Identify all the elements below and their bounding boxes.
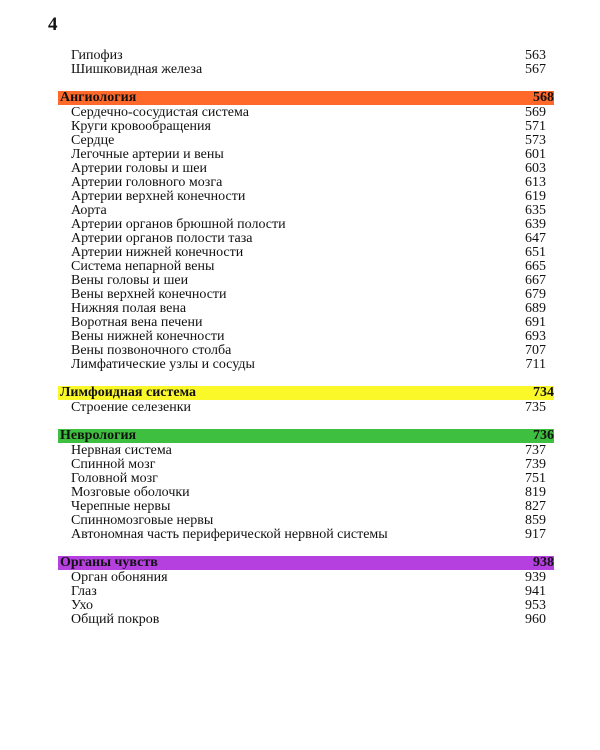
section-heading-label: Органы чувств: [60, 555, 158, 570]
toc-section-neurology: [58, 429, 554, 542]
section-heading-sense-organs: [58, 556, 554, 570]
toc-entry: [58, 232, 554, 246]
toc-entry: [58, 571, 554, 585]
section-heading-lymphoid: [58, 386, 554, 400]
toc-entry-label: Спинномозговые нервы: [71, 513, 214, 528]
toc-entry: [58, 190, 554, 204]
toc-entry-page: 571: [525, 119, 546, 134]
page-number: 4: [48, 14, 58, 35]
section-heading-label: Лимфоидная система: [60, 385, 197, 400]
toc-entry-label: Вены позвоночного столба: [71, 343, 232, 358]
toc-entry: [58, 500, 554, 514]
toc-entry-label: Головной мозг: [71, 471, 158, 486]
toc-entry-page: 960: [525, 612, 546, 627]
toc-entry-page: 665: [525, 259, 546, 274]
toc-entry-label: Общий покров: [71, 612, 160, 627]
toc-entry-page: 635: [525, 203, 546, 218]
toc-entry: [58, 344, 554, 358]
toc-entry-label: Аорта: [71, 203, 107, 218]
toc-entry-page: 639: [525, 217, 546, 232]
toc-entry: [58, 458, 554, 472]
toc-entry-page: 953: [525, 598, 546, 613]
toc-entry: [58, 106, 554, 120]
section-heading-label: Ангиология: [60, 90, 137, 105]
toc-entry-label: Шишковидная железа: [71, 62, 203, 77]
toc-entry-label: Артерии органов полости таза: [71, 231, 253, 246]
toc-entry-page: 693: [525, 329, 546, 344]
toc-entry-label: Черепные нервы: [71, 499, 171, 514]
toc-entry-page: 691: [525, 315, 546, 330]
toc-entry: [58, 162, 554, 176]
toc-entry-page: 569: [525, 105, 546, 120]
toc-entry-page: 647: [525, 231, 546, 246]
toc-entry-page: 941: [525, 584, 546, 599]
toc-entry-label: Орган обоняния: [71, 570, 168, 585]
toc-entry: [58, 288, 554, 302]
section-heading-page: 734: [533, 385, 554, 400]
toc-entry-page: 739: [525, 457, 546, 472]
toc-entry-label: Сердечно-сосудистая система: [71, 105, 249, 120]
toc-entry-label: Вены нижней конечности: [71, 329, 225, 344]
toc-entry-page: 563: [525, 48, 546, 63]
toc-entry-label: Спинной мозг: [71, 457, 156, 472]
toc-entry: [58, 218, 554, 232]
toc-entry-page: 939: [525, 570, 546, 585]
toc-entry: [58, 514, 554, 528]
toc-entry-page: 689: [525, 301, 546, 316]
toc-entry-page: 737: [525, 443, 546, 458]
toc-entry-label: Строение селезенки: [71, 400, 192, 415]
toc-entry-label: Артерии головы и шеи: [71, 161, 207, 176]
section-heading-page: 938: [533, 555, 554, 570]
section-heading-label: Неврология: [60, 428, 137, 443]
toc-entry-page: 573: [525, 133, 546, 148]
toc-section-lymphoid: [58, 386, 554, 415]
toc-entry: [58, 358, 554, 372]
toc-entry: [58, 120, 554, 134]
toc-entry: [58, 486, 554, 500]
toc-entry-label: Вены верхней конечности: [71, 287, 227, 302]
toc-entry-label: Круги кровообращения: [71, 119, 211, 134]
toc-entry-label: Артерии головного мозга: [71, 175, 223, 190]
toc-entry: [58, 274, 554, 288]
toc-entry-page: 859: [525, 513, 546, 528]
toc-entry-page: 603: [525, 161, 546, 176]
toc-entry-page: 819: [525, 485, 546, 500]
toc-entry: [58, 176, 554, 190]
toc-entry-page: 679: [525, 287, 546, 302]
toc-entry: [58, 148, 554, 162]
section-heading-neurology: [58, 429, 554, 443]
toc-entry-page: 711: [525, 357, 546, 372]
toc-entry-label: Вены головы и шеи: [71, 273, 189, 288]
toc-entry-label: Глаз: [71, 584, 97, 599]
toc-entry-page: 613: [525, 175, 546, 190]
toc-entry-label: Система непарной вены: [71, 259, 215, 274]
toc-entry-label: Лимфатические узлы и сосуды: [71, 357, 255, 372]
toc-section-sense-organs: [58, 556, 554, 627]
toc-entry: [58, 613, 554, 627]
toc-entry: [58, 472, 554, 486]
toc-entry: [58, 49, 554, 63]
toc-entry: [58, 63, 554, 77]
toc-entry-page: 707: [525, 343, 546, 358]
toc-entry: [58, 260, 554, 274]
toc-entry-label: Автономная часть периферической нервной системы: [71, 527, 388, 542]
toc-entry-label: Воротная вена печени: [71, 315, 203, 330]
toc-entry-label: Мозговые оболочки: [71, 485, 190, 500]
toc-section-angiology: [58, 91, 554, 372]
toc-entry-label: Сердце: [71, 133, 115, 148]
toc-entry: [58, 302, 554, 316]
table-of-contents: [58, 49, 554, 641]
toc-entry-page: 601: [525, 147, 546, 162]
toc-entry: [58, 134, 554, 148]
toc-entry: [58, 528, 554, 542]
toc-entry: [58, 204, 554, 218]
toc-entry-label: Легочные артерии и вены: [71, 147, 224, 162]
toc-entry-label: Артерии органов брюшной полости: [71, 217, 286, 232]
toc-entry-label: Гипофиз: [71, 48, 123, 63]
toc-entry-page: 567: [525, 62, 546, 77]
toc-entry-page: 651: [525, 245, 546, 260]
toc-entry: [58, 401, 554, 415]
toc-entry: [58, 599, 554, 613]
toc-entry: [58, 444, 554, 458]
toc-entry-page: 917: [525, 527, 546, 542]
toc-entry: [58, 330, 554, 344]
section-heading-page: 568: [533, 90, 554, 105]
section-heading-angiology: [58, 91, 554, 105]
toc-entry-page: 827: [525, 499, 546, 514]
toc-entry-label: Артерии нижней конечности: [71, 245, 244, 260]
toc-entry-label: Нервная система: [71, 443, 172, 458]
toc-entry: [58, 316, 554, 330]
toc-entry: [58, 585, 554, 599]
toc-entry-page: 667: [525, 273, 546, 288]
toc-section-endocrine: [58, 49, 554, 77]
toc-entry-label: Ухо: [71, 598, 93, 613]
section-heading-page: 736: [533, 428, 554, 443]
toc-entry-page: 619: [525, 189, 546, 204]
toc-entry-label: Нижняя полая вена: [71, 301, 187, 316]
toc-entry: [58, 246, 554, 260]
toc-entry-page: 751: [525, 471, 546, 486]
toc-entry-label: Артерии верхней конечности: [71, 189, 246, 204]
toc-entry-page: 735: [525, 400, 546, 415]
